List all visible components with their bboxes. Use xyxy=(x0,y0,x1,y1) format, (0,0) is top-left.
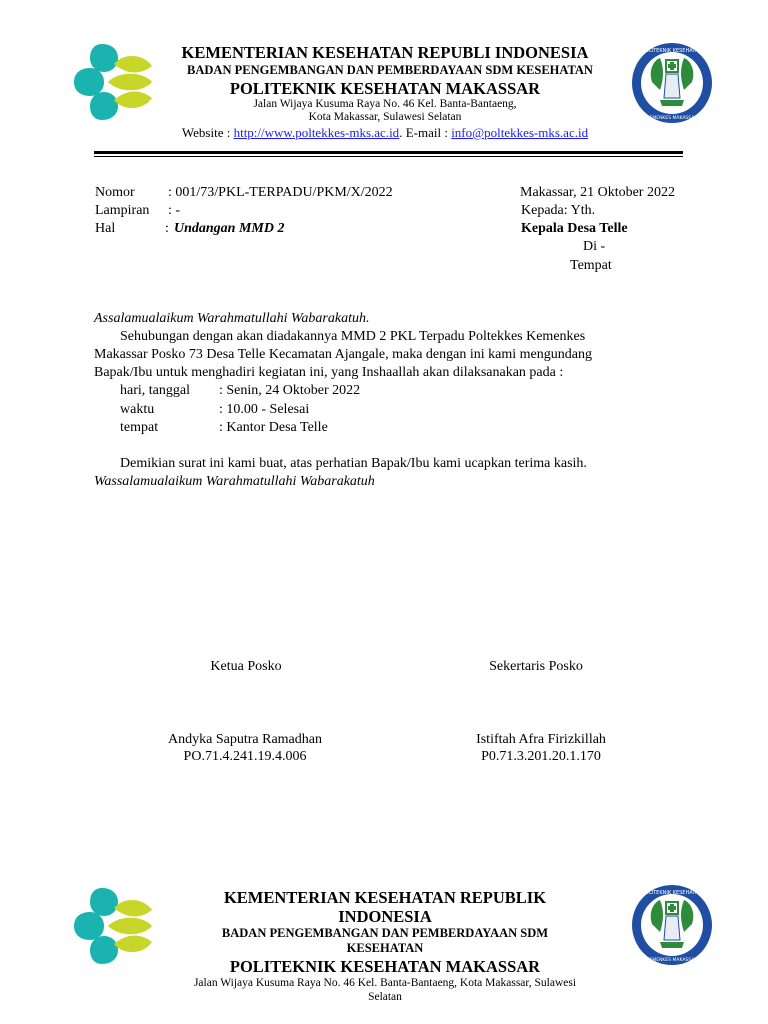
header-institution: POLITEKNIK KESEHATAN MAKASSAR xyxy=(229,79,541,98)
header-rule-thin xyxy=(94,156,683,157)
footer-address-line1: Jalan Wijaya Kusuma Raya No. 46 Kel. Banta-Bantaeng, Kota Makassar, Sulawesi xyxy=(193,977,577,989)
email-label: . E-mail : xyxy=(399,125,448,140)
left-signature-id: PO.71.4.241.19.4.006 xyxy=(183,749,307,764)
detail-label: tempat xyxy=(120,420,159,435)
header-address-line2: Kota Makassar, Sulawesi Selatan xyxy=(308,111,462,123)
paragraph-line1: Sehubungan dengan akan diadakannya MMD 2 PKL Terpadu Poltekkes Kemenkes xyxy=(120,329,586,344)
place-date: Makassar, 21 Oktober 2022 xyxy=(520,185,675,200)
footer-institution: POLITEKNIK KESEHATAN MAKASSAR xyxy=(229,957,541,976)
kemenkes-logo xyxy=(72,42,154,122)
website-label: Website : xyxy=(181,125,231,140)
website-link[interactable]: http://www.poltekkes-mks.ac.id xyxy=(233,125,400,140)
hal-value: Undangan MMD 2 xyxy=(174,221,285,236)
detail-value: : Kantor Desa Telle xyxy=(219,420,328,435)
footer-seal-text-bottom: KEMENKES MAKASSAR xyxy=(646,958,698,963)
email-link[interactable]: info@poltekkes-mks.ac.id xyxy=(451,125,589,140)
footer-seal-text-top: POLITEKNIK KESEHATAN xyxy=(641,890,703,896)
right-signature-id: P0.71.3.201.20.1.170 xyxy=(481,749,601,764)
recipient-di: Di - xyxy=(583,239,606,254)
detail-value: : Senin, 24 Oktober 2022 xyxy=(219,383,361,398)
paragraph-line3: Bapak/Ibu untuk menghadiri kegiatan ini, yang Inshaallah akan dilaksanakan pada : xyxy=(94,365,564,380)
header-ministry: KEMENTERIAN KESEHATAN REPUBLI INDONESIA xyxy=(181,43,589,62)
footer-agency-line2: KESEHATAN xyxy=(346,941,424,955)
footer-kemenkes-logo xyxy=(72,886,154,966)
detail-value: : 10.00 - Selesai xyxy=(219,402,310,417)
seal-text-bottom: KEMENKES MAKASSAR xyxy=(646,116,698,121)
hal-label: Hal xyxy=(95,221,116,236)
paragraph-line2: Makassar Posko 73 Desa Telle Kecamatan Ajangale, maka dengan ini kami mengundang xyxy=(94,347,592,362)
footer-ministry-line1: KEMENTERIAN KESEHATAN REPUBLIK xyxy=(223,888,547,907)
lampiran-label: Lampiran xyxy=(95,203,150,218)
footer-ministry-line2: INDONESIA xyxy=(338,907,432,926)
lampiran-value: : - xyxy=(168,203,181,218)
recipient: Kepala Desa Telle xyxy=(521,221,628,236)
right-signature-name: Istiftah Afra Firizkillah xyxy=(476,732,606,747)
left-signature-title: Ketua Posko xyxy=(210,659,282,674)
right-signature-title: Sekertaris Posko xyxy=(489,659,583,674)
detail-label: hari, tanggal xyxy=(120,383,190,398)
kepada: Kepada: Yth. xyxy=(521,203,596,218)
nomor-value: : 001/73/PKL-TERPADU/PKM/X/2022 xyxy=(168,185,393,200)
header-contact xyxy=(120,125,650,141)
hal-colon: : xyxy=(165,221,169,236)
footer-poltekkes-seal xyxy=(630,884,714,966)
detail-label: waktu xyxy=(120,402,155,417)
left-signature-name: Andyka Saputra Ramadhan xyxy=(168,732,322,747)
recipient-tempat: Tempat xyxy=(570,258,612,273)
greeting: Assalamualaikum Warahmatullahi Wabarakatuh. xyxy=(94,311,370,326)
nomor-label: Nomor xyxy=(95,185,135,200)
closing-greeting: Wassalamualaikum Warahmatullahi Wabarakatuh xyxy=(94,474,375,489)
header-agency: BADAN PENGEMBANGAN DAN PEMBERDAYAAN SDM KESEHATAN xyxy=(187,63,593,77)
poltekkes-seal xyxy=(630,42,714,124)
header-address-line1: Jalan Wijaya Kusuma Raya No. 46 Kel. Banta-Bantaeng, xyxy=(253,98,517,110)
closing-line: Demikian surat ini kami buat, atas perhatian Bapak/Ibu kami ucapkan terima kasih. xyxy=(120,456,587,471)
footer-agency-line1: BADAN PENGEMBANGAN DAN PEMBERDAYAAN SDM xyxy=(221,926,549,940)
footer-address-line2: Selatan xyxy=(368,991,402,1003)
header-rule-thick xyxy=(94,151,683,154)
seal-text-top: POLITEKNIK KESEHATAN xyxy=(641,48,703,54)
